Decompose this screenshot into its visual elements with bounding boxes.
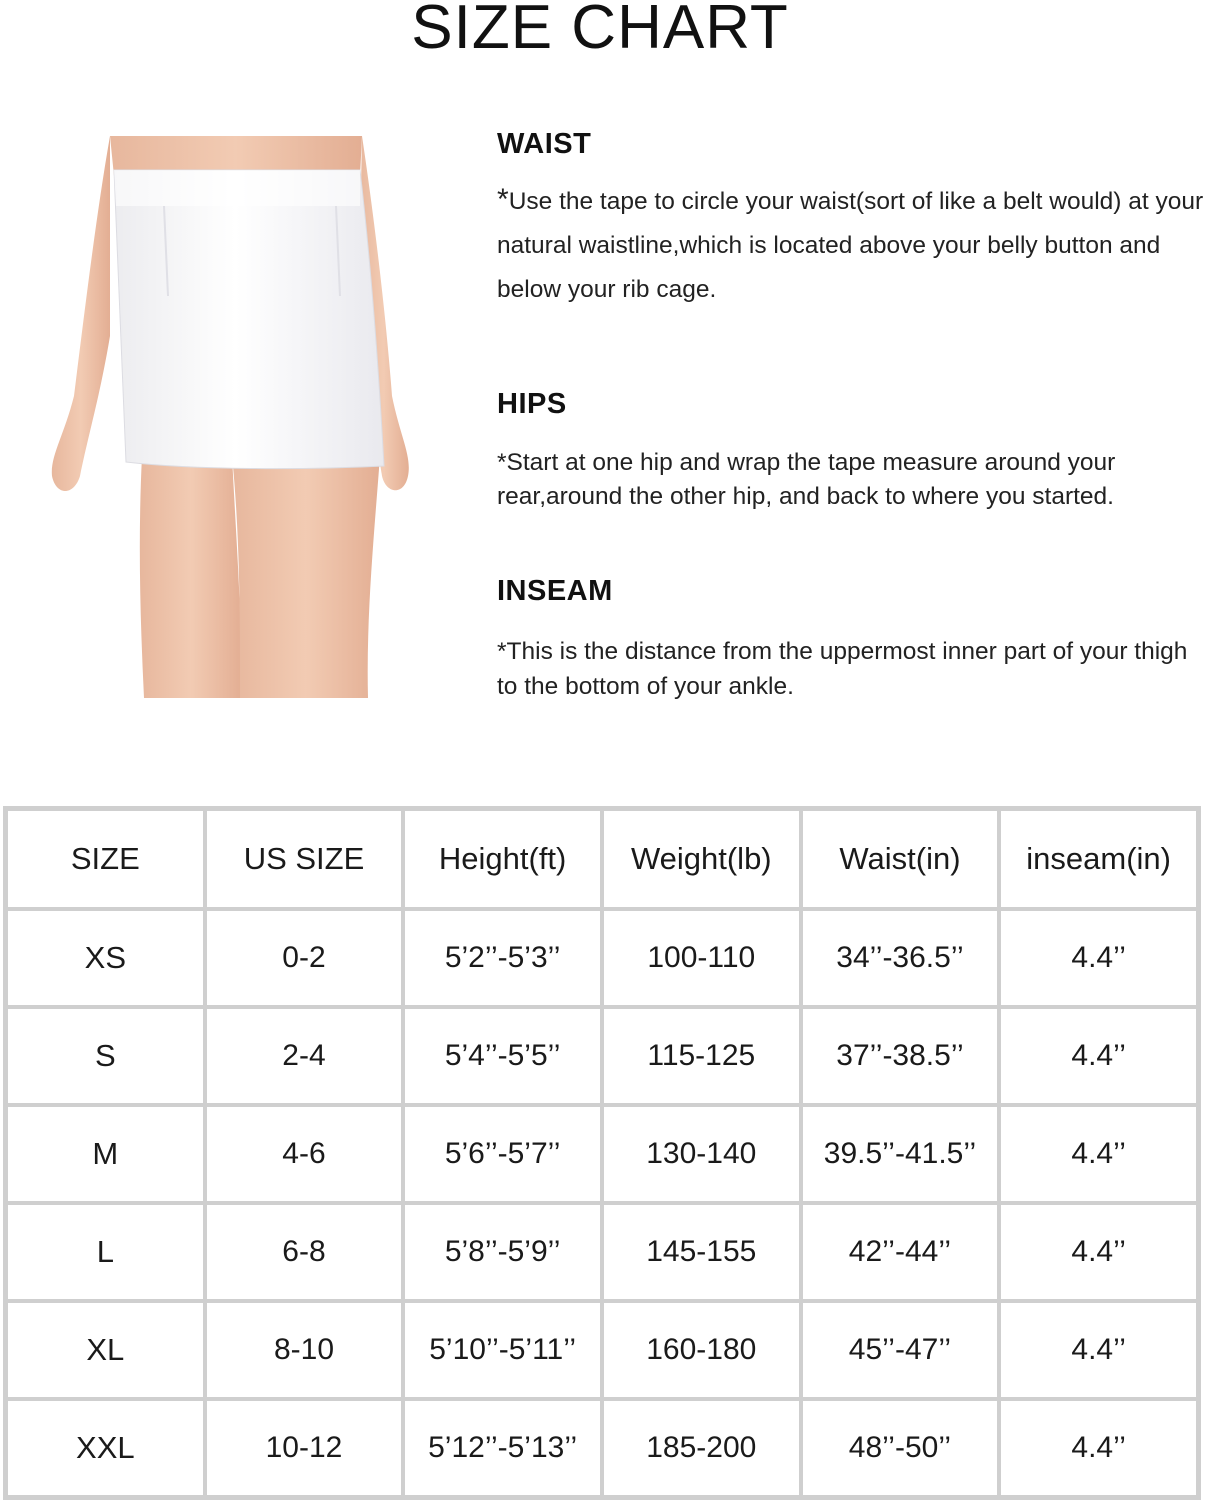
table-cell: 160-180 [602,1301,801,1399]
inseam-heading: INSEAM [497,575,613,607]
hips-instructions: *Start at one hip and wrap the tape measure around your rear,around the other hip, and back to where you started. [497,449,1116,510]
waist-instructions [497,178,1213,312]
table-row [6,1007,1198,1105]
table-cell: 115-125 [602,1007,801,1105]
table-cell: 34’’-36.5’’ [801,909,1000,1007]
table-row [6,1105,1198,1203]
table-cell: 5’2’’-5’3’’ [403,909,602,1007]
header-us-size: US SIZE [205,809,404,909]
table-cell: 39.5’’-41.5’’ [801,1105,1000,1203]
table-cell: 5’4’’-5’5’’ [403,1007,602,1105]
table-cell: XXL [6,1399,205,1497]
skirt-model-image [44,136,414,698]
table-cell: 4.4’’ [999,1301,1198,1399]
table-cell: 100-110 [602,909,801,1007]
table-cell: 0-2 [205,909,404,1007]
table-cell: 5’12’’-5’13’’ [403,1399,602,1497]
table-cell: 4.4’’ [999,1105,1198,1203]
table-cell: 5’8’’-5’9’’ [403,1203,602,1301]
table-cell: L [6,1203,205,1301]
table-cell: 45’’-47’’ [801,1301,1000,1399]
page-title: SIZE CHART [411,0,789,62]
table-cell: S [6,1007,205,1105]
table-cell: 4.4’’ [999,1203,1198,1301]
table-cell: M [6,1105,205,1203]
table-row [6,1301,1198,1399]
table-cell: 42’’-44’’ [801,1203,1000,1301]
hips-heading: HIPS [497,388,567,420]
waist-text: Use the tape to circle your waist(sort of like a belt would) at your natural waistline,which is located above your belly button and below your rib cage. [497,188,1204,303]
table-cell: 8-10 [205,1301,404,1399]
table-cell: 6-8 [205,1203,404,1301]
waist-star: * [497,183,509,216]
header-inseam: inseam(in) [999,809,1198,909]
header-height: Height(ft) [403,809,602,909]
waist-heading: WAIST [497,128,592,160]
table-cell: 4.4’’ [999,1007,1198,1105]
table-cell: 5’10’’-5’11’’ [403,1301,602,1399]
header-weight: Weight(lb) [602,809,801,909]
table-cell: 185-200 [602,1399,801,1497]
table-cell: 145-155 [602,1203,801,1301]
table-cell: XL [6,1301,205,1399]
table-cell: 48’’-50’’ [801,1399,1000,1497]
inseam-instructions: *This is the distance from the uppermost inner part of your thigh to the bottom of your ankle. [497,638,1188,700]
header-size: SIZE [6,809,205,909]
table-cell: 4.4’’ [999,909,1198,1007]
table-row [6,1399,1198,1497]
table-cell: 37’’-38.5’’ [801,1007,1000,1105]
table-row [6,1203,1198,1301]
header-waist: Waist(in) [801,809,1000,909]
table-cell: 4-6 [205,1105,404,1203]
size-table [3,806,1201,1500]
table-cell: 5’6’’-5’7’’ [403,1105,602,1203]
table-cell: 10-12 [205,1399,404,1497]
table-row [6,909,1198,1007]
table-header-row [6,809,1198,909]
table-cell: 2-4 [205,1007,404,1105]
table-cell: 4.4’’ [999,1399,1198,1497]
table-cell: 130-140 [602,1105,801,1203]
table-cell: XS [6,909,205,1007]
